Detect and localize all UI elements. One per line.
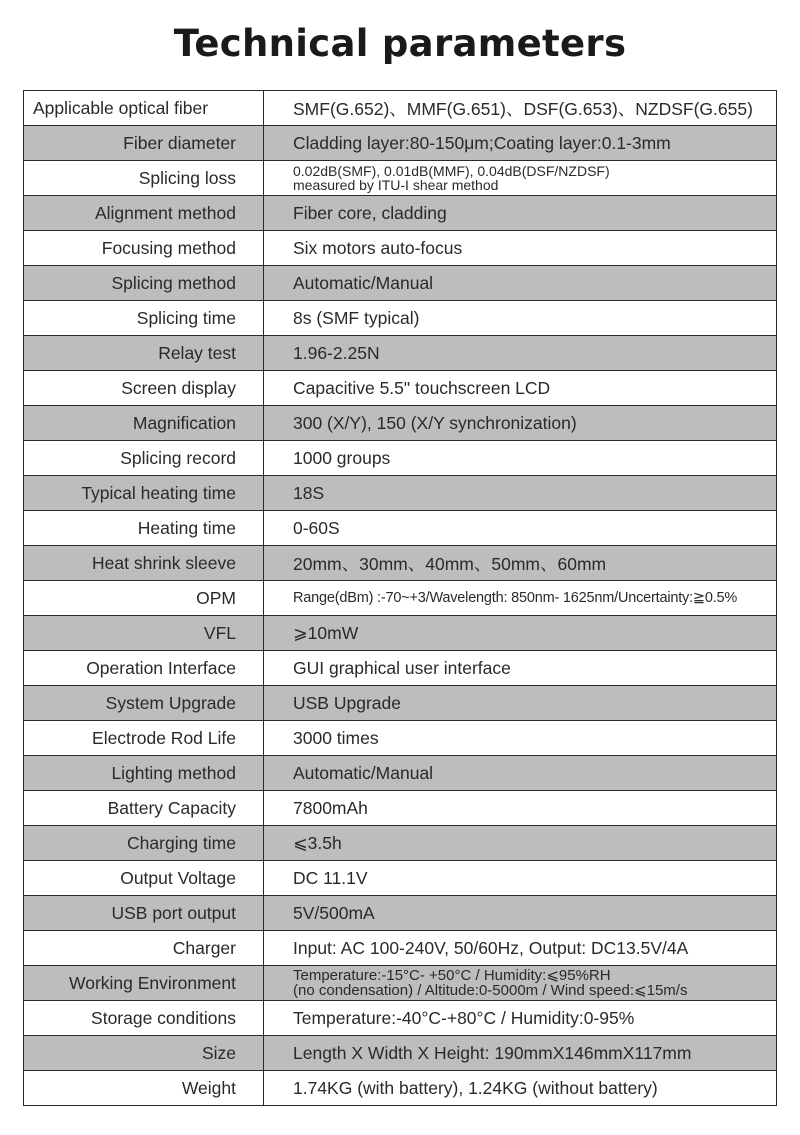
- table-row: [24, 476, 777, 511]
- row-value: DC 11.1V: [264, 861, 777, 896]
- row-label: USB port output: [24, 896, 264, 931]
- row-value-line: 0.02dB(SMF), 0.01dB(MMF), 0.04dB(DSF/NZDSF): [293, 163, 610, 179]
- page-title: Technical parameters: [173, 22, 627, 65]
- row-label: Typical heating time: [24, 476, 264, 511]
- row-label: Magnification: [24, 406, 264, 441]
- table-row: [24, 1036, 777, 1071]
- row-label: Lighting method: [24, 756, 264, 791]
- row-value: 7800mAh: [264, 791, 777, 826]
- table-row: [24, 1071, 777, 1106]
- row-value: 18S: [264, 476, 777, 511]
- row-value: 3000 times: [264, 721, 777, 756]
- table-row: [24, 441, 777, 476]
- row-label: Working Environment: [24, 966, 264, 1001]
- table-row: [24, 861, 777, 896]
- table-row: [24, 826, 777, 861]
- row-value: ⩾10mW: [264, 616, 777, 651]
- row-label: Heating time: [24, 511, 264, 546]
- row-label: Size: [24, 1036, 264, 1071]
- table-row: [24, 756, 777, 791]
- row-label: Screen display: [24, 371, 264, 406]
- table-row: [24, 511, 777, 546]
- row-label: OPM: [24, 581, 264, 616]
- row-value-line: Temperature:-15°C- +50°C / Humidity:⩽95%RH: [293, 967, 611, 984]
- row-value: 300 (X/Y), 150 (X/Y synchronization): [264, 406, 777, 441]
- row-label: Splicing record: [24, 441, 264, 476]
- row-value: SMF(G.652)、MMF(G.651)、DSF(G.653)、NZDSF(G.655): [264, 91, 777, 126]
- row-value: USB Upgrade: [264, 686, 777, 721]
- row-label: Output Voltage: [24, 861, 264, 896]
- row-value: 1000 groups: [264, 441, 777, 476]
- table-row: [24, 301, 777, 336]
- row-label: Operation Interface: [24, 651, 264, 686]
- row-value: Capacitive 5.5" touchscreen LCD: [264, 371, 777, 406]
- row-label: System Upgrade: [24, 686, 264, 721]
- table-row: [24, 721, 777, 756]
- row-value: Length X Width X Height: 190mmX146mmX117mm: [264, 1036, 777, 1071]
- row-value-line: measured by ITU-I shear method: [293, 177, 499, 193]
- row-value: 1.74KG (with battery), 1.24KG (without battery): [264, 1071, 777, 1106]
- table-row: [24, 126, 777, 161]
- table-row: [24, 371, 777, 406]
- row-value: Automatic/Manual: [264, 266, 777, 301]
- table-row: [24, 896, 777, 931]
- row-label: Charger: [24, 931, 264, 966]
- table-row: [24, 336, 777, 371]
- row-value: 0-60S: [264, 511, 777, 546]
- row-value: [264, 966, 777, 1001]
- row-value: GUI graphical user interface: [264, 651, 777, 686]
- table-row: [24, 791, 777, 826]
- row-label: Alignment method: [24, 196, 264, 231]
- row-label: Fiber diameter: [24, 126, 264, 161]
- table-row: [24, 231, 777, 266]
- row-label: VFL: [24, 616, 264, 651]
- row-label: Weight: [24, 1071, 264, 1106]
- table-row: [24, 616, 777, 651]
- row-label: Focusing method: [24, 231, 264, 266]
- table-row: [24, 91, 777, 126]
- row-value-line: (no condensation) / Altitude:0-5000m / Wind speed:⩽15m/s: [293, 982, 688, 999]
- spec-table: [23, 90, 777, 1106]
- row-value: [264, 161, 777, 196]
- table-row: [24, 546, 777, 581]
- table-row: [24, 196, 777, 231]
- row-label: Storage conditions: [24, 1001, 264, 1036]
- row-label: Electrode Rod Life: [24, 721, 264, 756]
- row-label: Splicing method: [24, 266, 264, 301]
- row-value: Temperature:-40°C-+80°C / Humidity:0-95%: [264, 1001, 777, 1036]
- row-value: Fiber core, cladding: [264, 196, 777, 231]
- table-row: [24, 406, 777, 441]
- table-row: [24, 161, 777, 196]
- table-row: [24, 1001, 777, 1036]
- table-row: [24, 966, 777, 1001]
- row-label: Heat shrink sleeve: [24, 546, 264, 581]
- table-row: [24, 581, 777, 616]
- row-value: 5V/500mA: [264, 896, 777, 931]
- row-value: 1.96-2.25N: [264, 336, 777, 371]
- row-label: Relay test: [24, 336, 264, 371]
- row-value: Six motors auto-focus: [264, 231, 777, 266]
- row-value: 8s (SMF typical): [264, 301, 777, 336]
- table-row: [24, 931, 777, 966]
- row-value: Cladding layer:80-150μm;Coating layer:0.1-3mm: [264, 126, 777, 161]
- row-label: Splicing time: [24, 301, 264, 336]
- row-label: Applicable optical fiber: [24, 91, 264, 126]
- table-row: [24, 266, 777, 301]
- row-value: Automatic/Manual: [264, 756, 777, 791]
- row-value: ⩽3.5h: [264, 826, 777, 861]
- table-row: [24, 651, 777, 686]
- row-label: Battery Capacity: [24, 791, 264, 826]
- row-value: Range(dBm) :-70~+3/Wavelength: 850nm- 1625nm/Uncertainty:≧0.5%: [264, 581, 777, 616]
- row-value: 20mm、30mm、40mm、50mm、60mm: [264, 546, 777, 581]
- row-value: Input: AC 100-240V, 50/60Hz, Output: DC13.5V/4A: [264, 931, 777, 966]
- row-label: Charging time: [24, 826, 264, 861]
- row-label: Splicing loss: [24, 161, 264, 196]
- table-row: [24, 686, 777, 721]
